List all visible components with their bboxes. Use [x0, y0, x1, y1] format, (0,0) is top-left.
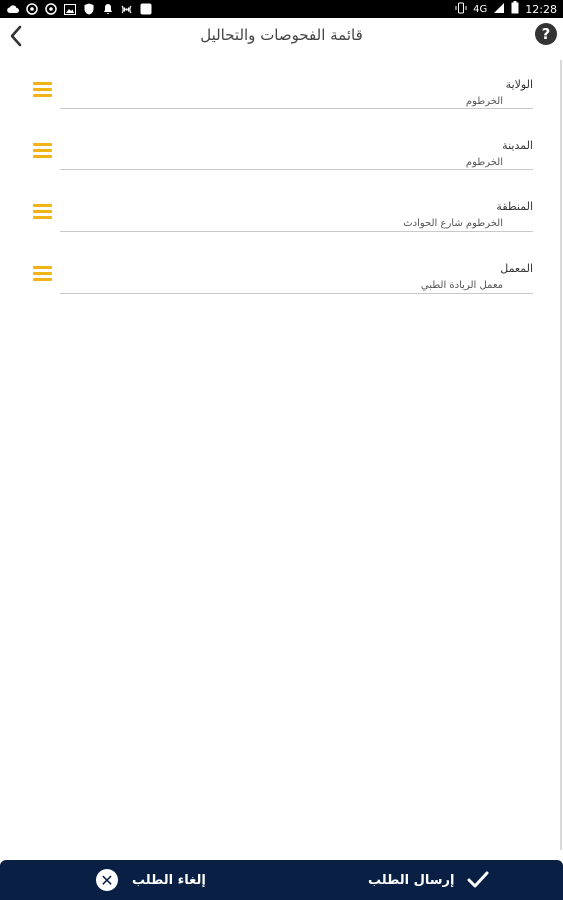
cloud-icon [6, 3, 19, 16]
battery-icon [511, 1, 519, 17]
close-icon: ✕ [96, 869, 118, 891]
field-value-city: الخرطوم [465, 157, 503, 168]
system-status [455, 2, 557, 16]
field-value-state: الخرطوم [465, 96, 503, 107]
submit-request-label: إرسال الطلب [368, 872, 455, 888]
action-bar [0, 860, 563, 900]
back-button[interactable] [2, 20, 30, 52]
shield-icon [82, 3, 95, 16]
status-bar [0, 0, 563, 18]
menu-icon[interactable] [33, 143, 52, 159]
menu-icon[interactable] [33, 204, 52, 220]
field-value-lab: معمل الريادة الطبي [420, 280, 503, 291]
field-label-area: المنطقة [496, 200, 533, 213]
city-field[interactable] [0, 135, 563, 191]
field-underline [60, 231, 533, 232]
whatsapp-icon [44, 3, 57, 16]
notification-icons [6, 2, 152, 16]
cast-icon [120, 3, 133, 16]
bell-icon [101, 3, 114, 16]
area-field[interactable] [0, 196, 563, 252]
field-value-area: الخرطوم شارع الحوادث [403, 218, 503, 229]
cancel-request-label: إلغاء الطلب [132, 872, 206, 888]
field-label-lab: المعمل [500, 262, 533, 275]
whatsapp-icon [25, 3, 38, 16]
menu-icon[interactable] [33, 82, 52, 98]
field-underline [60, 108, 533, 109]
page-title: قائمة الفحوصات والتحاليل [200, 26, 363, 44]
submit-request-button[interactable] [368, 864, 490, 896]
scrollbar[interactable] [560, 60, 562, 850]
field-underline [60, 293, 533, 294]
network-type: 4G [473, 3, 488, 15]
lab-field[interactable] [0, 258, 563, 314]
image-icon [63, 3, 76, 16]
menu-icon[interactable] [33, 266, 52, 282]
chevron-left-icon [9, 25, 23, 47]
field-underline [60, 169, 533, 170]
field-label-state: الولاية [505, 78, 533, 91]
help-icon: ? [541, 25, 551, 43]
app-bar [0, 18, 563, 54]
check-icon [466, 868, 490, 892]
field-label-city: المدينة [502, 139, 533, 152]
state-field[interactable] [0, 74, 563, 130]
signal-icon [493, 2, 505, 17]
square-icon [139, 3, 152, 16]
clock: 12:28 [525, 2, 557, 16]
vibrate-icon [455, 2, 467, 17]
help-button[interactable] [535, 23, 557, 45]
cancel-request-button[interactable] [96, 864, 206, 896]
